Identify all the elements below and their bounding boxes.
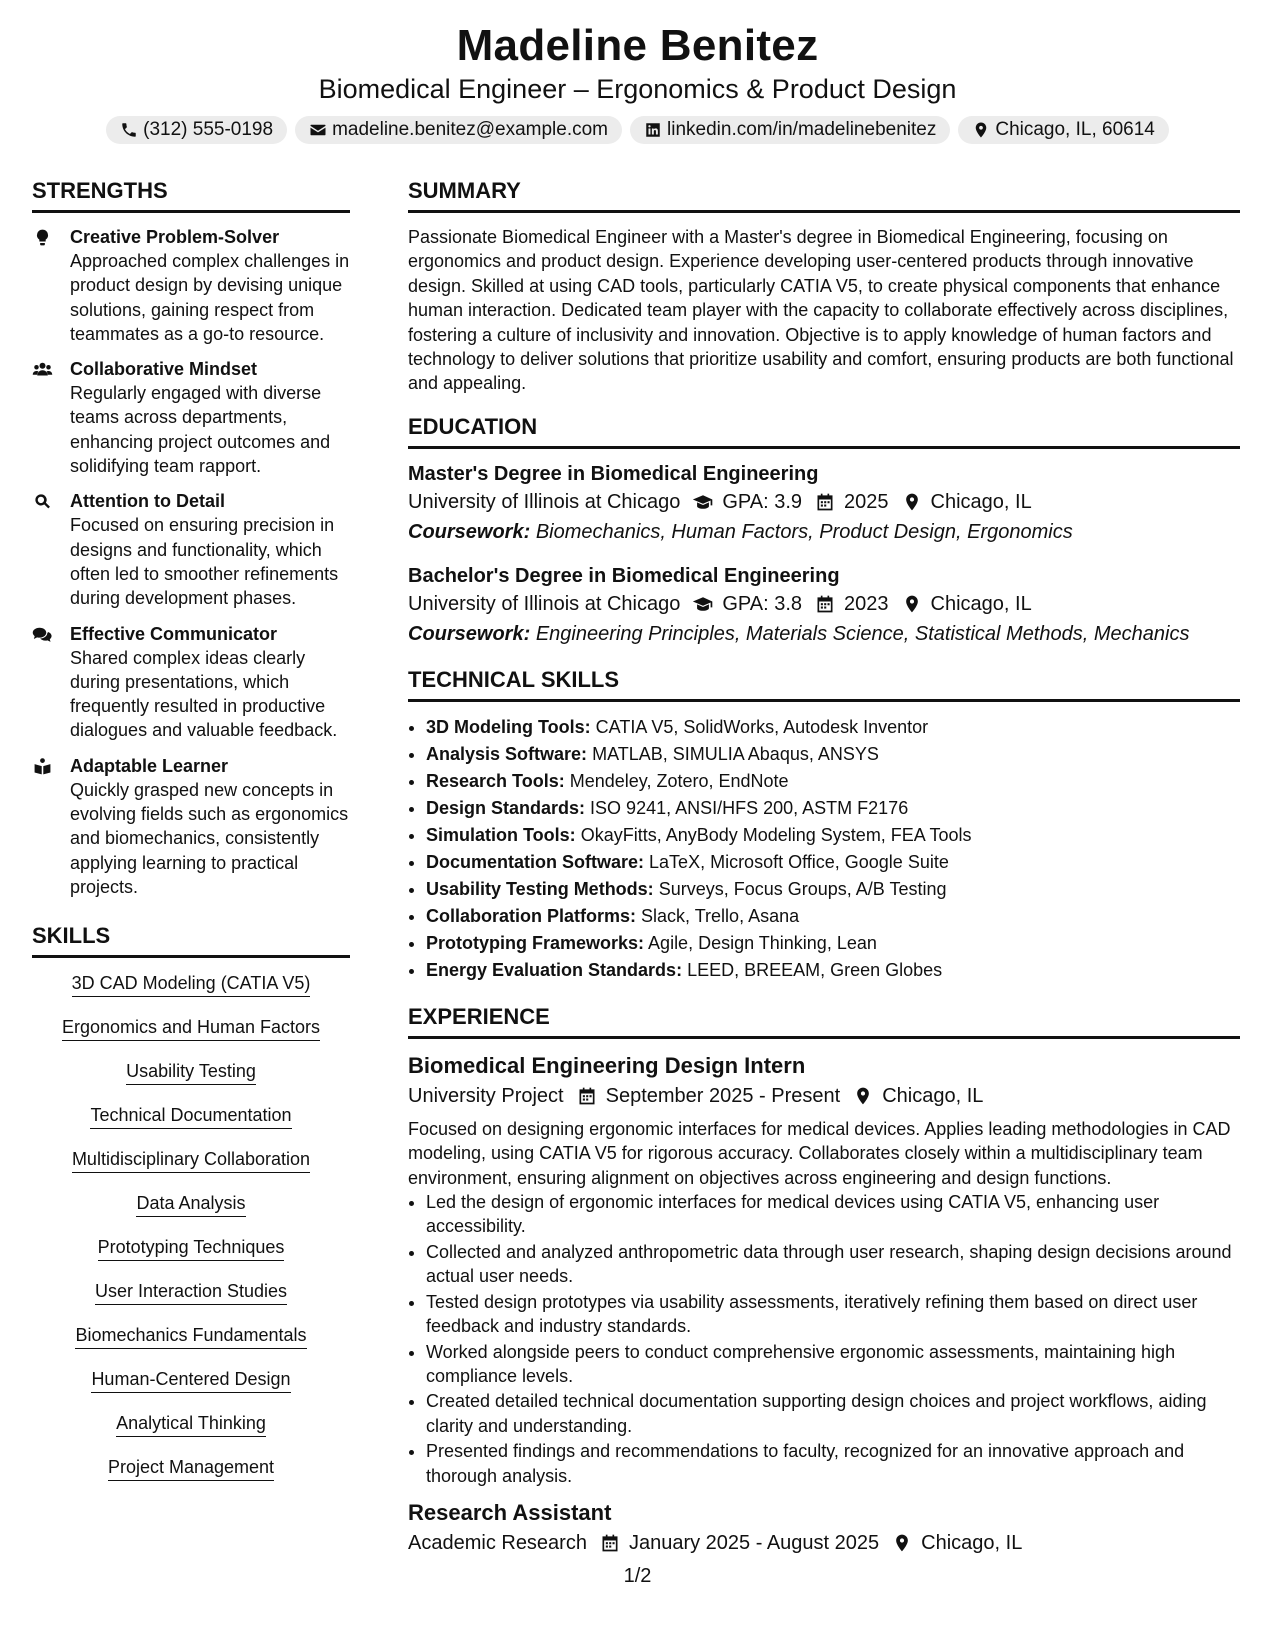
tech-skill-label: Energy Evaluation Standards: bbox=[426, 959, 683, 980]
tech-skill-value: MATLAB, SIMULIA Abaqus, ANSYS bbox=[592, 743, 879, 764]
coursework-label: Coursework: bbox=[408, 622, 531, 645]
tech-skill-label: Usability Testing Methods: bbox=[426, 878, 654, 899]
skill-tag: Ergonomics and Human Factors bbox=[62, 1016, 320, 1041]
contact-bar bbox=[0, 116, 1275, 144]
envelope-icon bbox=[309, 121, 327, 139]
strength-item bbox=[32, 225, 350, 346]
job-org: University Project bbox=[408, 1084, 564, 1107]
users-icon bbox=[32, 360, 53, 379]
linkedin-icon bbox=[644, 121, 662, 139]
phone-icon bbox=[120, 121, 138, 139]
job-bullets bbox=[408, 1190, 1240, 1488]
list-item bbox=[426, 795, 1240, 822]
job-title: Research Assistant bbox=[408, 1499, 612, 1525]
school-name: University of Illinois at Chicago bbox=[408, 592, 681, 615]
strength-title: Attention to Detail bbox=[70, 491, 225, 512]
skill-tag: Multidisciplinary Collaboration bbox=[72, 1148, 310, 1173]
skill-tag: Biomechanics Fundamentals bbox=[75, 1324, 306, 1349]
gpa: GPA: 3.9 bbox=[722, 490, 803, 513]
strength-item bbox=[32, 754, 350, 899]
skill-tag: Human-Centered Design bbox=[91, 1368, 290, 1393]
contact-phone-text: (312) 555-0198 bbox=[143, 119, 274, 140]
school-location: Chicago, IL bbox=[930, 490, 1032, 513]
list-item: • Led the design of ergonomic interfaces for medical devices using CATIA V5, enhancing user accessibility. bbox=[426, 1190, 1240, 1239]
contact-linkedin[interactable] bbox=[630, 116, 950, 144]
calendar-icon bbox=[814, 594, 836, 614]
candidate-name: Madeline Benitez bbox=[456, 21, 819, 70]
list-item bbox=[426, 957, 1240, 984]
skill-tag: Data Analysis bbox=[136, 1192, 245, 1217]
tech-skill-label: Documentation Software: bbox=[426, 851, 645, 872]
contact-linkedin-text: linkedin.com/in/madelinebenitez bbox=[667, 119, 937, 140]
left-column bbox=[32, 176, 350, 1500]
strength-item bbox=[32, 489, 350, 610]
strengths-heading: STRENGTHS bbox=[32, 176, 350, 213]
map-pin-icon bbox=[901, 594, 923, 614]
tech-skill-value: Slack, Trello, Asana bbox=[641, 905, 800, 926]
strength-item bbox=[32, 357, 350, 478]
job-dates: January 2025 - August 2025 bbox=[628, 1531, 880, 1554]
graduation-cap-icon bbox=[692, 594, 714, 614]
tech-skill-label: Research Tools: bbox=[426, 770, 565, 791]
education-meta bbox=[408, 589, 1240, 619]
technical-skills-heading: TECHNICAL SKILLS bbox=[408, 665, 1240, 702]
graduation-cap-icon bbox=[692, 492, 714, 512]
job-title: Biomedical Engineering Design Intern bbox=[408, 1052, 806, 1078]
tech-skill-label: Prototyping Frameworks: bbox=[426, 932, 645, 953]
map-pin-icon bbox=[901, 492, 923, 512]
tech-skill-label: Analysis Software: bbox=[426, 743, 588, 764]
job-location: Chicago, IL bbox=[882, 1084, 984, 1107]
graduation-year: 2025 bbox=[844, 490, 889, 513]
experience-entry bbox=[408, 1498, 1240, 1558]
skill-tag: 3D CAD Modeling (CATIA V5) bbox=[72, 972, 311, 997]
skills-heading: SKILLS bbox=[32, 921, 350, 958]
skill-tag: Prototyping Techniques bbox=[98, 1236, 285, 1261]
job-location: Chicago, IL bbox=[921, 1531, 1023, 1554]
summary-text: Passionate Biomedical Engineer with a Master's degree in Biomedical Engineering, focusing on ergonomics and product design. Experience developing user-centered products through innovative design. Skilled at using CAD tools, particularly CATIA V5, to create physical components that enhance human interaction. Dedicated team player with the capacity to collaborate effectively across disciplines, fostering a culture of inclusivity and innovation. Objective is to apply knowledge of human factors and technology to deliver solutions that prioritize usability and comfort, ensuring products are both functional and appealing. bbox=[408, 227, 1234, 394]
education-heading: EDUCATION bbox=[408, 412, 1240, 449]
skill-tag: Project Management bbox=[108, 1456, 274, 1481]
tech-skill-label: Simulation Tools: bbox=[426, 824, 576, 845]
graduation-year: 2023 bbox=[844, 592, 889, 615]
calendar-icon bbox=[599, 1533, 621, 1553]
coursework bbox=[408, 517, 1240, 547]
strength-title: Collaborative Mindset bbox=[70, 359, 258, 380]
job-dates: September 2025 - Present bbox=[605, 1084, 841, 1107]
coursework-label: Coursework: bbox=[408, 520, 531, 543]
skill-tag: Usability Testing bbox=[126, 1060, 256, 1085]
job-description: Focused on designing ergonomic interfaces for medical devices. Applies leading methodologies in CAD modeling, using CATIA V5 for rigorous accuracy. Collaborates closely within a multidisciplinary team environment, ensuring alignment on objectives across engineering and design functions. bbox=[408, 1118, 1231, 1188]
job-meta bbox=[408, 1528, 1240, 1558]
strength-desc: Focused on ensuring precision in designs and functionality, which often led to smoother refinements during development phases. bbox=[70, 515, 339, 609]
experience-entry bbox=[408, 1051, 1240, 1488]
lightbulb-icon bbox=[32, 228, 53, 247]
school-name: University of Illinois at Chicago bbox=[408, 490, 681, 513]
list-item bbox=[426, 849, 1240, 876]
list-item bbox=[426, 903, 1240, 930]
tech-skill-value: Surveys, Focus Groups, A/B Testing bbox=[658, 878, 947, 899]
strength-desc: Quickly grasped new concepts in evolving fields such as ergonomics and biomechanics, consistently applying learning to practical projects. bbox=[70, 779, 349, 897]
comments-icon bbox=[32, 625, 53, 644]
list-item bbox=[426, 768, 1240, 795]
tech-skill-value: LEED, BREEAM, Green Globes bbox=[687, 959, 943, 980]
contact-location bbox=[958, 116, 1169, 144]
contact-email-text: madeline.benitez@example.com bbox=[332, 119, 609, 140]
tech-skill-label: 3D Modeling Tools: bbox=[426, 716, 591, 737]
technical-skills-list bbox=[408, 714, 1240, 984]
tech-skill-value: Mendeley, Zotero, EndNote bbox=[569, 770, 789, 791]
candidate-subtitle: Biomedical Engineer – Ergonomics & Product Design bbox=[318, 74, 957, 104]
strength-title: Effective Communicator bbox=[70, 623, 278, 644]
search-icon bbox=[32, 492, 53, 511]
calendar-icon bbox=[576, 1086, 598, 1106]
page-number: 1/2 bbox=[623, 1565, 652, 1587]
strength-title: Creative Problem-Solver bbox=[70, 227, 280, 247]
school-location: Chicago, IL bbox=[930, 592, 1032, 615]
tech-skill-value: LaTeX, Microsoft Office, Google Suite bbox=[649, 851, 949, 872]
list-item bbox=[426, 930, 1240, 957]
coursework bbox=[408, 619, 1240, 649]
gpa: GPA: 3.8 bbox=[722, 592, 803, 615]
experience-heading: EXPERIENCE bbox=[408, 1002, 1240, 1039]
list-item: • Tested design prototypes via usability assessments, iteratively refining them based on direct user feedback and industry standards. bbox=[426, 1290, 1240, 1339]
list-item bbox=[426, 876, 1240, 903]
list-item: • Collected and analyzed anthropometric data through user research, shaping design decisions around actual user needs. bbox=[426, 1240, 1240, 1289]
tech-skill-label: Design Standards: bbox=[426, 797, 586, 818]
contact-email[interactable] bbox=[295, 116, 622, 144]
map-pin-icon bbox=[891, 1533, 913, 1553]
book-reader-icon bbox=[32, 757, 53, 776]
skills-list bbox=[32, 972, 350, 1500]
map-pin-icon bbox=[972, 121, 990, 139]
list-item: • Worked alongside peers to conduct comprehensive ergonomic assessments, maintaining high compliance levels. bbox=[426, 1340, 1240, 1389]
list-item: • Presented findings and recommendations to faculty, recognized for an innovative approach and thorough analysis. bbox=[426, 1439, 1240, 1488]
map-pin-icon bbox=[852, 1086, 874, 1106]
right-column bbox=[408, 176, 1240, 1558]
resume-header bbox=[0, 0, 1275, 144]
coursework-list: Biomechanics, Human Factors, Product Design, Ergonomics bbox=[535, 520, 1073, 543]
education-entry bbox=[408, 461, 1240, 547]
list-item: • Created detailed technical documentation supporting design choices and project workflows, aiding clarity and understanding. bbox=[426, 1389, 1240, 1438]
strength-item bbox=[32, 622, 350, 743]
education-meta bbox=[408, 487, 1240, 517]
contact-location-text: Chicago, IL, 60614 bbox=[995, 119, 1155, 140]
strength-title: Adaptable Learner bbox=[70, 755, 229, 776]
skill-tag: Analytical Thinking bbox=[116, 1412, 266, 1437]
strength-desc: Approached complex challenges in product design by devising unique solutions, gaining respect from teammates as a go-to resource. bbox=[70, 251, 350, 344]
skill-tag: Technical Documentation bbox=[90, 1104, 291, 1129]
degree-title: Bachelor's Degree in Biomedical Engineering bbox=[408, 564, 840, 587]
education-entry bbox=[408, 563, 1240, 649]
degree-title: Master's Degree in Biomedical Engineering bbox=[408, 462, 819, 485]
coursework-list: Engineering Principles, Materials Science, Statistical Methods, Mechanics bbox=[535, 622, 1190, 645]
list-item bbox=[426, 741, 1240, 768]
calendar-icon bbox=[814, 492, 836, 512]
tech-skill-value: OkayFitts, AnyBody Modeling System, FEA Tools bbox=[580, 824, 972, 845]
tech-skill-value: CATIA V5, SolidWorks, Autodesk Inventor bbox=[595, 716, 929, 737]
tech-skill-value: ISO 9241, ANSI/HFS 200, ASTM F2176 bbox=[590, 797, 909, 818]
contact-phone[interactable] bbox=[106, 116, 287, 144]
job-org: Academic Research bbox=[408, 1531, 587, 1554]
job-meta bbox=[408, 1081, 1240, 1111]
tech-skill-value: Agile, Design Thinking, Lean bbox=[648, 932, 877, 953]
tech-skill-label: Collaboration Platforms: bbox=[426, 905, 637, 926]
list-item bbox=[426, 714, 1240, 741]
list-item bbox=[426, 822, 1240, 849]
skill-tag: User Interaction Studies bbox=[95, 1280, 287, 1305]
strength-desc: Regularly engaged with diverse teams across departments, enhancing project outcomes and solidifying team rapport. bbox=[70, 383, 331, 477]
strength-desc: Shared complex ideas clearly during presentations, which frequently resulted in productive dialogues and valuable feedback. bbox=[70, 647, 338, 741]
summary-heading: SUMMARY bbox=[408, 176, 1240, 213]
